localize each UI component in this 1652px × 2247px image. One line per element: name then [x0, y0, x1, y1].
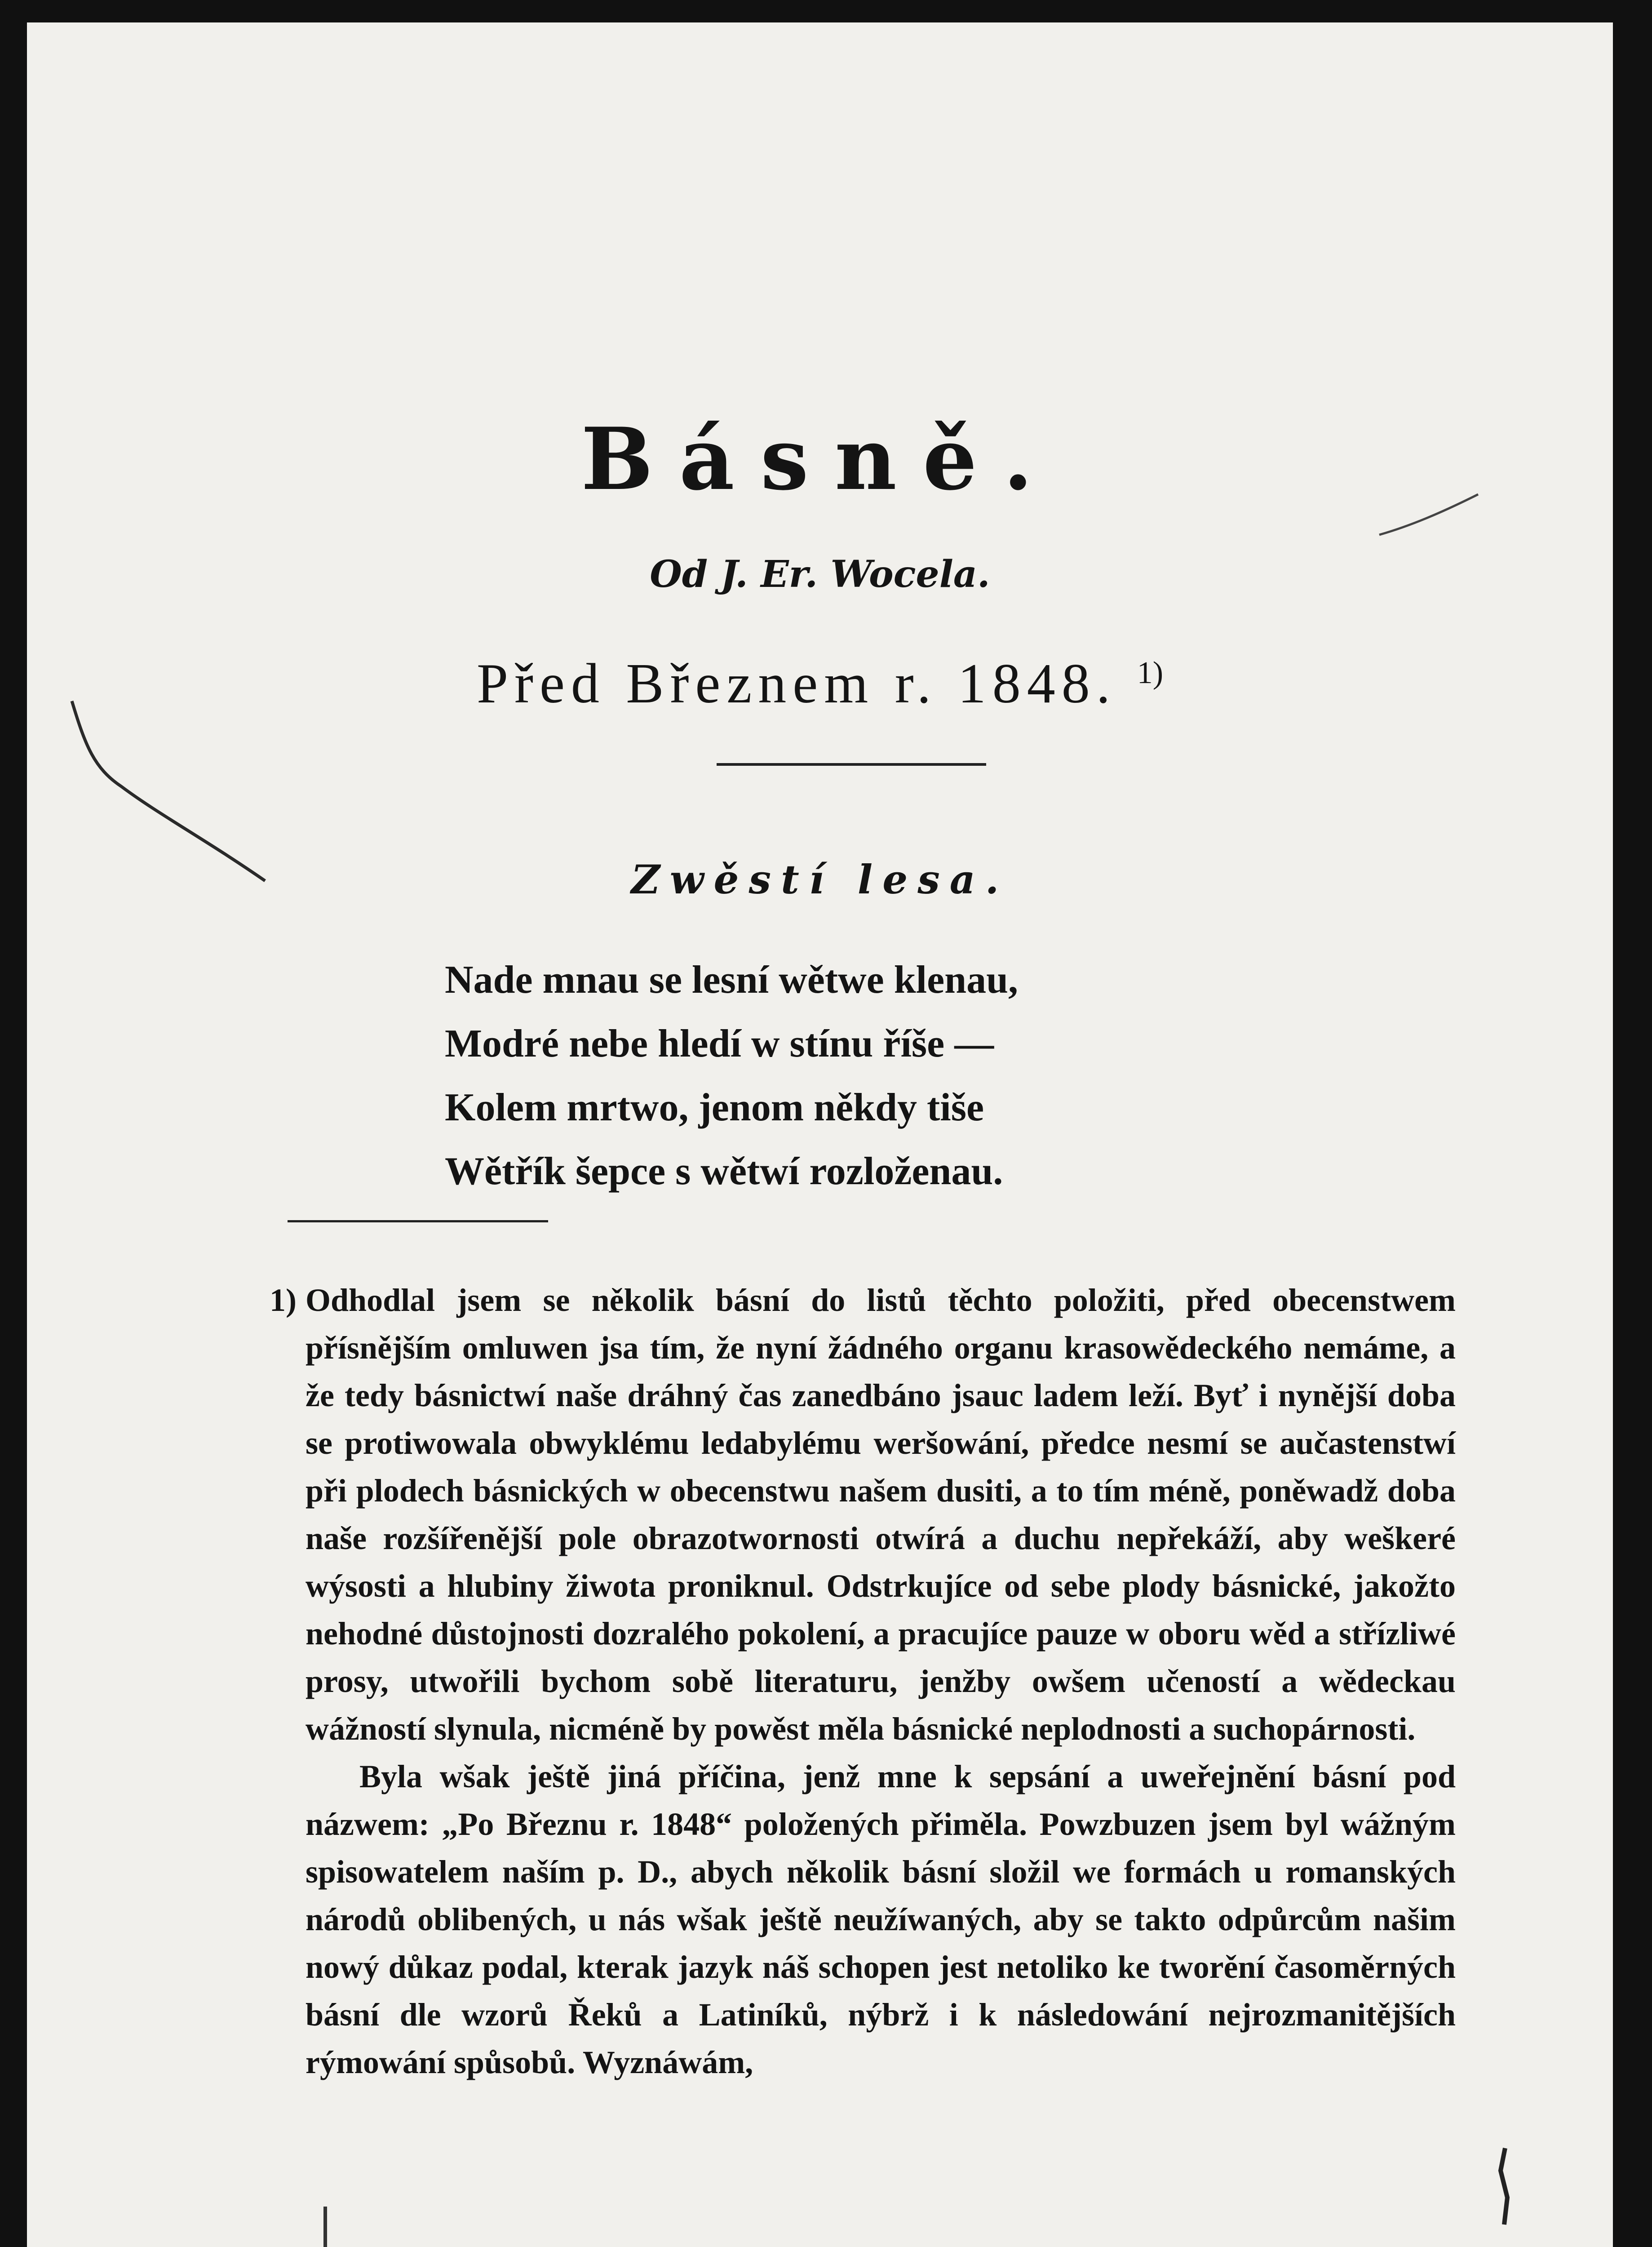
poem-line: Nade mnau se lesní wětwe klenau, [445, 958, 1019, 1002]
poem-line: Wětřík šepce s wětwí rozloženau. [445, 1150, 1003, 1193]
footnote-paragraph: Odhodlal jsem se několik básní do listů těchto položiti, před obecenstwem přísnějším omluwen jsa tím, že nyní žádného organu krasowědeckého nemáme, a že tedy básnictwí naše dráhný čas zanedbáno jsauc ladem leží. Byť i nynější doba se protiwowala obwyklému ledabylému weršowání, předce nesmí se aučastenstwí při plodech básnických w obecenstwu našem dusiti, a to tím méně, poněwadž doba naše rozšířenější pole obrazotwornosti otwírá a duchu nepřekáží, aby weškeré wýsosti a hlubiny žiwota proniknul. Odstrkujíce od sebe plody básnické, jakožto nehodné důstojnosti dozralého pokolení, a pracujíce pauze w oboru wěd a střízliwé prosy, utwořili bychom sobě literaturu, jenžby owšem učeností a wědeckau wážností slynula, nicméně by powěst měla básnické neplodnosti a suchopárnosti. [306, 1282, 1456, 1747]
section-heading [27, 652, 1613, 716]
pencil-bar-left [323, 2207, 327, 2247]
poem-stanza [445, 948, 1253, 1203]
section-divider [717, 763, 986, 766]
poem-line: Kolem mrtwo, jenom někdy tiše [445, 1086, 984, 1129]
footnote-marker: 1) [270, 1282, 297, 1318]
author-line: Od J. Er. Wocela. [650, 553, 990, 596]
footnote-reference: 1) [1137, 656, 1164, 690]
footnote-block [270, 1276, 1456, 2086]
footnote-separator [288, 1220, 548, 1222]
poem-title: Zwěstí lesa. [631, 856, 1009, 903]
footnote-paragraph: Byla wšak ještě jiná příčina, jenž mne k sepsání a uweřejnění básní pod názwem: „Po Březnu r. 1848“ položených přiměla. Powzbuzen jsem byl wážným spisowatelem naším p. D., abych několik básní složil we formách u romanských národů oblibených, u nás wšak ještě neužíwaných, aby se takto odpůrcům našim nowý důkaz podal, kterak jazyk náš schopen jest netoliko ke tworění časoměrných básní dle wzorů Řeků a Latiníků, nýbrž i k následowání nejrozmanitějších rýmowání spůsobů. Wyznáwám, [306, 1759, 1456, 2080]
poem-line: Modré nebe hledí w stínu říše — [445, 1022, 994, 1066]
page-title: Básně. [581, 409, 1059, 509]
scanned-page [27, 22, 1613, 2247]
section-heading-text: Před Březnem r. 1848. [476, 653, 1117, 715]
pencil-bracket-right [1487, 2144, 1523, 2234]
